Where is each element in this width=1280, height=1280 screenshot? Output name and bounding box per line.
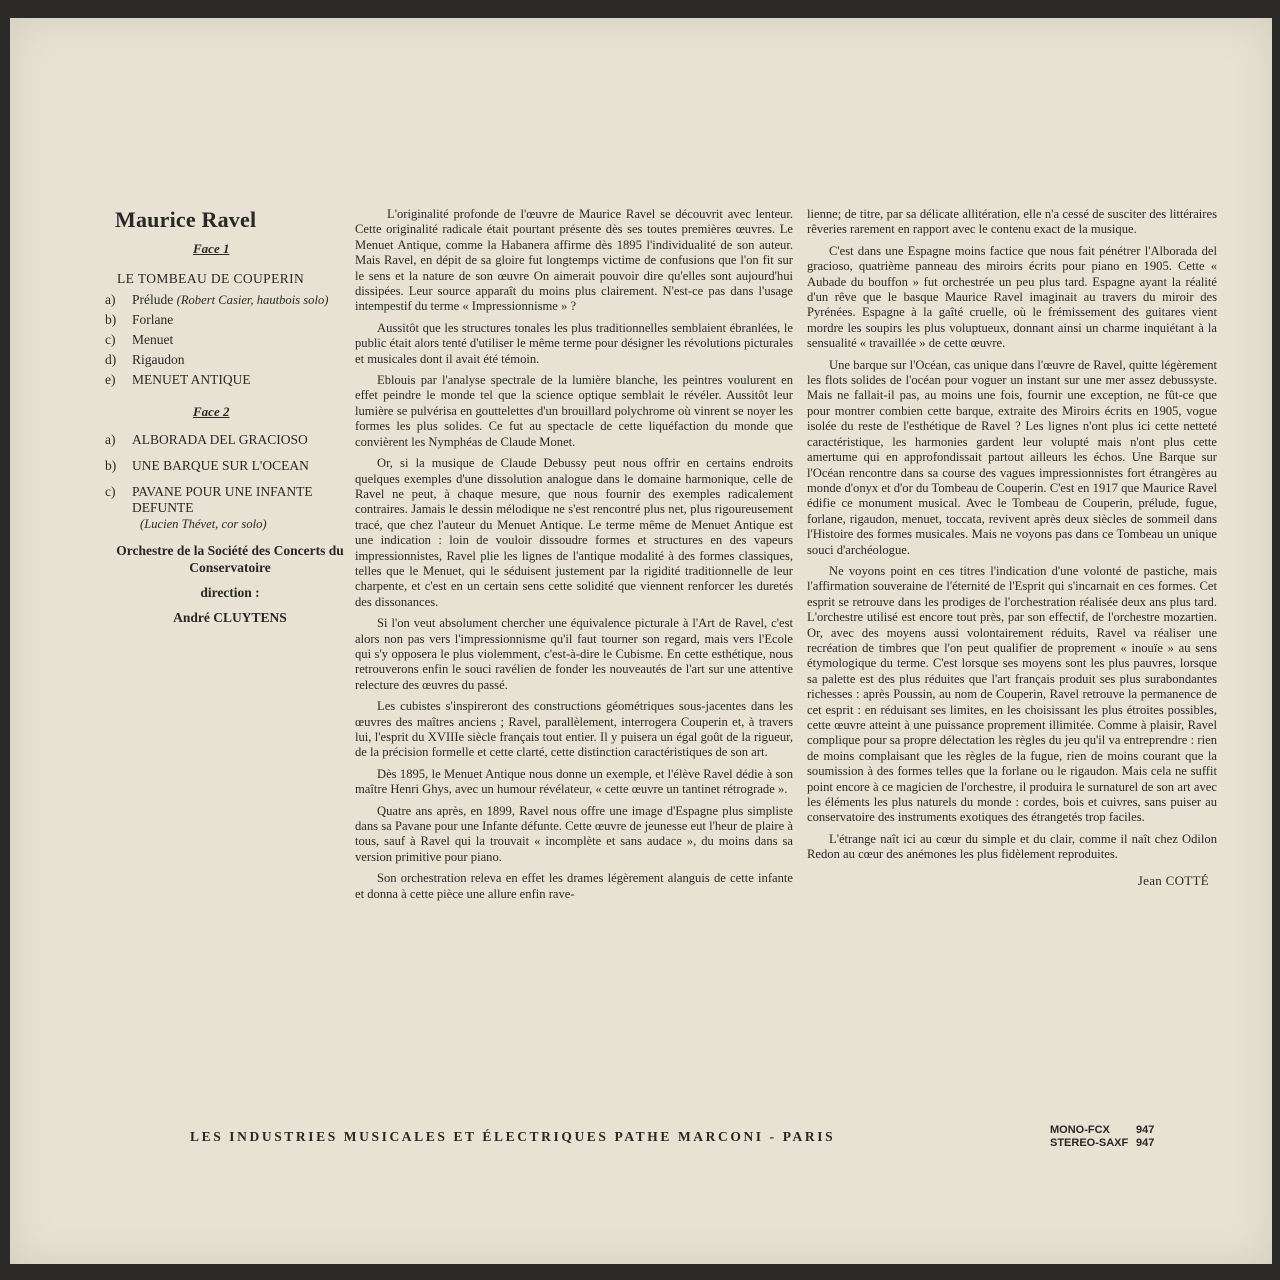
track-row: d) Rigaudon (105, 352, 185, 368)
publisher-line: LES INDUSTRIES MUSICALES ET ÉLECTRIQUES PATHE MARCONI - PARIS (190, 1129, 836, 1144)
face-2-label: Face 2 (193, 404, 230, 420)
record-sleeve-back (10, 18, 1272, 1264)
paragraph: Dès 1895, le Menuet Antique nous donne un exemple, et l'élève Ravel dédie à son maître Henri Ghys, avec un humour révélateur, « cette œuvre un tantinet rétrograde ». (355, 766, 793, 797)
liner-notes-column-2 (807, 207, 1217, 888)
catalog-row: STEREO-SAXF 947 (1050, 1137, 1155, 1149)
orchestra-name: Orchestre de la Société des Concerts du Conservatoire (116, 542, 344, 575)
paragraph: Ne voyons point en ces titres l'indication d'une volonté de pastiche, mais l'affirmation souveraine de l'éternité de l'Esprit qui s'incarnait en ces formes. Cet esprit se retrouve dans les prodiges de l'orchestration réalisée deux ans plus tard. L'orchestre utilisé est encore tout près, par son effectif, de l'orchestre mozartien. Or, avec des moyens aussi volontairement réduits, Ravel va réaliser une recréation de timbres que l'on peut qualifier de proprement « inouïe » au sens étymologique du terme. C'est lorsque ses moyens sont les plus pauvres, lorsque sa palette est des plus réduites que l'art français produit ses plus surabondantes richesses : après Poussin, au nom de Couperin, Ravel retrouve la permanence de cet esprit : en réduisant ses limites, en les choisissant les plus étroites possibles, cette œuvre atteint à une puissance proprement illimitée. Comme à plaisir, Ravel complique pour sa propre délectation les règles du jeu qu'il va entreprendre : rien de moins complaisant que les règles de la fugue, rien de moins courant que la soumission à des formes telles que la forlane ou le rigaudon. Mais cela ne suffit point encore à ce magicien de l'orchestre, il produira le surnaturel de son art avec les éléments les plus naturels du monde : cordes, bois et cuivres, sans puiser au conservatoire des instruments exotiques des étrangetés trop faciles. (807, 563, 1217, 825)
paragraph: lienne; de titre, par sa délicate allitération, elle n'a cessé de susciter des littéraires rêveries rarement en rapport avec le contenu exact de la musique. (807, 207, 1217, 237)
track-row: a) ALBORADA DEL GRACIOSO (105, 431, 308, 447)
performers (105, 542, 355, 626)
track-row: c) PAVANE POUR UNE INFANTE DEFUNTE (Lucien Thévet, cor solo) (105, 483, 313, 531)
track-listing (105, 207, 355, 626)
paragraph: Une barque sur l'Océan, cas unique dans l'œuvre de Ravel, quitte légèrement les flots solides de l'océan pour voguer un instant sur une mer assez debussyste. Mais ne fallait-il pas, au moins une fois, fournir une exception, ne fût-ce que pour montrer combien cette barque, extraite des Miroirs écrits en 1905, vogue isolée du reste de l'esthétique de Ravel ? Les lignes n'ont plus ici cette netteté caractéristique, les harmonies gardent leur volupté mais n'ont plus cette amertume qui en approfondissait partout ailleurs les échos. Une Barque sur l'Océan rencontre dans sa course des vagues impressionnistes fort étrangères au monde d'onyx et d'or du Tombeau de Couperin. C'est en 1917 que Maurice Ravel édifie ce monument musical. Avec le Tombeau de Couperin, prélude, fugue, forlane, rigaudon, menuet, toccata, revivent après deux siècles de sommeil dans l'Histoire des formes musicales. Mais ne voyons pas dans ce Tombeau un unique souci d'archéologue. (807, 357, 1217, 557)
paragraph: Eblouis par l'analyse spectrale de la lumière blanche, les peintres voulurent en effet peindre le monde tel que la science optique semblait le révéler. Aussitôt leur lumière se pulvérisa en gouttelettes d'un brouillard polychrome où vinrent se noyer les formes les plus solides. Ce fut au spectacle de cette liquéfaction du monde que convièrent les Nymphéas de Claude Monet. (355, 373, 793, 449)
paragraph: C'est dans une Espagne moins factice que nous fait pénétrer l'Alborada del gracioso, quatrième panneau des miroirs écrits pour piano en 1905. Cette « Aubade du bouffon » fut orchestrée un peu plus tard. Espagne ayant la réalité d'un rêve que le basque Maurice Ravel imaginait au travers du miroir des Pyrénées. Espagne à la gaîté cruelle, où le frémissement des guitares vient mordre les soupirs les plus voluptueux, donnant ainsi un charme inquiétant à la sensualité « travaillée » de cette œuvre. (807, 243, 1217, 351)
paragraph: Si l'on veut absolument chercher une équivalence picturale à l'Art de Ravel, c'est alors non pas vers l'impressionnisme qu'il faut tourner son regard, mais vers l'Ecole qui s'y opposera le plus violemment, c'est-à-dire le Cubisme. En cette esthétique, nous retrouverons enfin le souci ravélien de fonder les nouveautés de l'art sur une attentive relecture des œuvres du passé. (355, 616, 793, 692)
work-title: LE TOMBEAU DE COUPERIN (117, 270, 305, 286)
track-row: c) Menuet (105, 332, 174, 348)
face-1-tracks (105, 292, 355, 388)
track-row: b) Forlane (105, 312, 174, 328)
paragraph: L'étrange naît ici au cœur du simple et du clair, comme il naît chez Odilon Redon au cœur des anémones les plus fidèlement reproduites. (807, 831, 1217, 862)
direction-label: direction : (200, 584, 260, 600)
composer-name: Maurice Ravel (115, 207, 257, 232)
catalog-numbers (1050, 1124, 1154, 1150)
author-signature: Jean COTTÉ (1137, 872, 1209, 888)
track-row: b) UNE BARQUE SUR L'OCEAN (105, 457, 309, 473)
paragraph: Or, si la musique de Claude Debussy peut nous offrir en certains endroits quelques exemples d'une dissolution analogue dans le domaine harmonique, celle de Ravel ne peut, à chaque mesure, que nous fournir des exemples radicalement contraires. Jamais le dessin mélodique ne s'est rencontré plus net, plus rigoureusement tracé, que chez l'auteur du Menuet Antique. Le terme même de Menuet Antique est une indication : loin de vouloir dissoudre formes et structures en des vapeurs impressionnistes, Ravel plie les lignes de l'antique modalité à des formes classiques, telles que le Menuet, qui le séduisent justement par la rigidité traditionnelle de leur charpente, et c'est en un certain sens cette solidité que viennent renforcer les duretés des dissonances. (355, 456, 793, 609)
paragraph: Quatre ans après, en 1899, Ravel nous offre une image d'Espagne plus simpliste dans sa Pavane pour une Infante défunte. Cette œuvre de jeunesse eut l'heur de plaire à tous, sauf à Ravel qui la trouvait « incomplète et sans audace », du moins dans sa version primitive pour piano. (355, 803, 793, 864)
conductor-name: André CLUYTENS (173, 609, 287, 625)
catalog-row: MONO-FCX 947 (1050, 1124, 1155, 1136)
paragraph: Les cubistes s'inspireront des constructions géométriques sous-jacentes dans les œuvres des maîtres anciens ; Ravel, parallèlement, interrogera Couperin et, à travers lui, l'esprit du XVIIIe siècle français tout entier. Il y puisera un égal goût de la rigueur, de la précision formelle et cette clarté, cette distinction caractéristiques de son art. (355, 699, 793, 760)
paragraph: L'originalité profonde de l'œuvre de Maurice Ravel se découvrit avec lenteur. Cette originalité radicale était pourtant présente dès ses toutes premières œuvres. Le Menuet Antique, comme la Habanera affirme dès 1895 l'individualité de son auteur. Mais Ravel, en dépit de sa gloire fut longtemps victime de confusions que l'on fit sur le sens et la nature de son œuvre On aimerait pouvoir dire qu'elles sont aujourd'hui dissipées. Leur source apparaît du moins plus clairement. N'est-ce pas dans l'usage intempestif du terme « Impressionnisme » ? (355, 207, 793, 314)
face-2-tracks (105, 432, 355, 532)
track-row: e) MENUET ANTIQUE (105, 372, 251, 388)
track-row: a) Prélude (Robert Casier, hautbois solo) (105, 292, 329, 308)
face-1-label: Face 1 (193, 241, 230, 257)
paragraph: Son orchestration releva en effet les drames légèrement alanguis de cette infante et donna à cette pièce une allure enfin rave- (355, 871, 793, 901)
liner-notes-column-1 (355, 207, 793, 908)
paragraph: Aussitôt que les structures tonales les plus traditionnelles semblaient ébranlées, le public était alors tenté d'utiliser le même terme pour désigner les révolutions picturales et musicales dont il avait été témoin. (355, 320, 793, 366)
